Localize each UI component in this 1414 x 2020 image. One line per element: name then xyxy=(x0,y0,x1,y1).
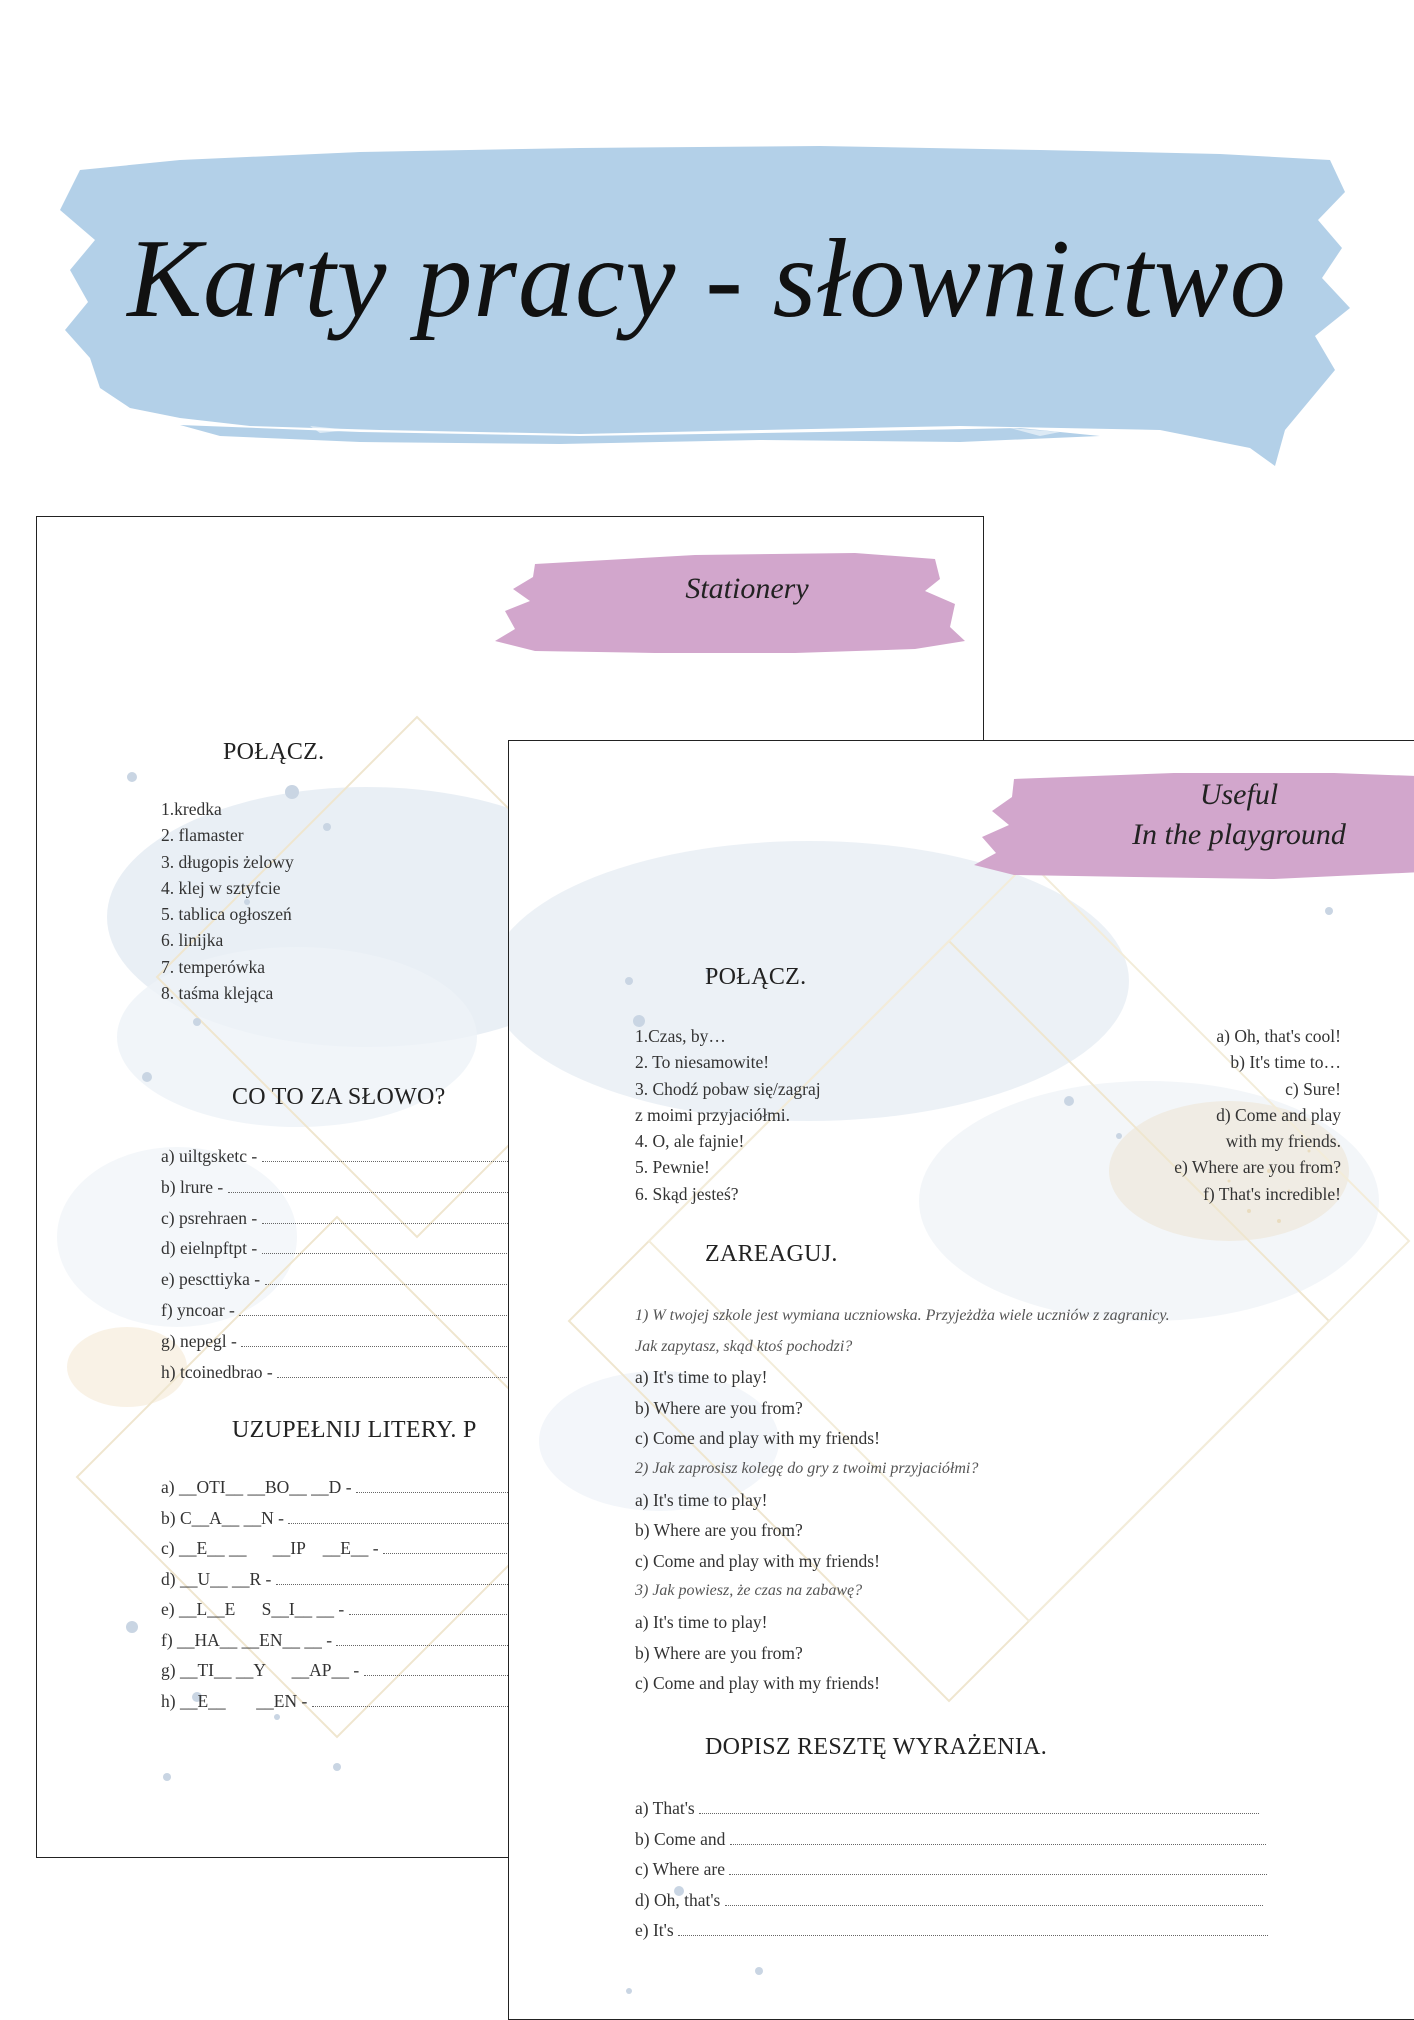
answer-option: c) Come and play with my friends! xyxy=(635,1428,880,1449)
list-item: f) yncoar - xyxy=(161,1295,662,1326)
match-list xyxy=(161,796,294,1006)
list-item: 5. Pewnie! xyxy=(635,1157,710,1178)
useful-playground-worksheet xyxy=(508,740,1414,2020)
answer-option: a) It's time to play! xyxy=(635,1489,768,1510)
list-item: 7. temperówka xyxy=(161,956,265,977)
list-item: 1.kredka xyxy=(161,799,222,819)
list-item: 5. tablica ogłoszeń xyxy=(161,904,292,925)
list-item: d) Come and play xyxy=(1216,1104,1341,1125)
match-heading: POŁĄCZ. xyxy=(223,739,325,765)
list-item: 2. To niesamowite! xyxy=(635,1052,770,1073)
list-item: 1.Czas, by… xyxy=(635,1026,726,1046)
list-item: c) __E__ __ __IP __E__ - xyxy=(161,1533,683,1564)
list-item: c) psrehraen - xyxy=(161,1203,662,1234)
list-item: 6. linijka xyxy=(161,930,224,951)
list-item: d) eielnpftpt - xyxy=(161,1233,662,1264)
list-item: b) Come and xyxy=(635,1824,1268,1855)
list-item: a) uiltgsketc - xyxy=(161,1141,662,1172)
list-item: 8. taśma klejąca xyxy=(161,983,274,1004)
react-list xyxy=(635,1301,1170,1699)
list-item: 6. Skąd jesteś? xyxy=(635,1183,739,1204)
list-item: g) nepegl - xyxy=(161,1326,662,1357)
list-item: c) Sure! xyxy=(1285,1078,1341,1099)
match-left-list xyxy=(635,1023,821,1207)
answer-option: a) It's time to play! xyxy=(635,1367,768,1388)
question-line: 1) W twojej szkole jest wymiana uczniowska. Przyjeżdża wiele uczniów z zagranicy. xyxy=(635,1307,1170,1324)
list-item: 4. klej w sztyfcie xyxy=(161,877,281,898)
react-heading: ZAREAGUJ. xyxy=(705,1241,838,1267)
list-item: 3. długopis żelowy xyxy=(161,851,294,872)
question-line: Jak zapytasz, skąd ktoś pochodzi? xyxy=(635,1337,853,1355)
answer-option: a) It's time to play! xyxy=(635,1611,768,1632)
list-item: d) __U__ __R - xyxy=(161,1564,683,1595)
complete-list xyxy=(635,1793,1268,1946)
list-item: g) __TI__ __Y __AP__ - xyxy=(161,1655,683,1686)
list-item: 4. O, ale fajnie! xyxy=(635,1131,745,1152)
answer-option: b) Where are you from? xyxy=(635,1397,803,1418)
useful-tag-line2: In the playground xyxy=(1132,818,1346,851)
answer-option: b) Where are you from? xyxy=(635,1642,803,1663)
list-item: 3. Chodź pobaw się/zagraj xyxy=(635,1078,821,1099)
list-item: b) C__A__ __N - xyxy=(161,1503,683,1534)
word-heading: CO TO ZA SŁOWO? xyxy=(232,1084,446,1110)
list-item: e) Where are you from? xyxy=(1174,1157,1341,1178)
question-line: 2) Jak zaprosisz kolegę do gry z twoimi przyjaciółmi? xyxy=(635,1459,979,1477)
list-item: h) __E__ __EN - xyxy=(161,1686,683,1717)
complete-heading: DOPISZ RESZTĘ WYRAŻENIA. xyxy=(705,1734,1048,1760)
useful-tag-line1: Useful xyxy=(1199,778,1279,811)
page-title: Karty pracy - słownictwo xyxy=(127,217,1287,341)
answer-option: c) Come and play with my friends! xyxy=(635,1673,880,1694)
answer-option: b) Where are you from? xyxy=(635,1520,803,1541)
match-right-list xyxy=(1009,1023,1341,1207)
list-item: e) It's xyxy=(635,1915,1268,1946)
list-item: b) lrure - xyxy=(161,1172,662,1203)
list-item: d) Oh, that's xyxy=(635,1885,1268,1916)
list-item: z moimi przyjaciółmi. xyxy=(635,1104,791,1125)
list-item: a) __OTI__ __BO__ __D - xyxy=(161,1472,683,1503)
list-item: h) tcoinedbrao - xyxy=(161,1357,662,1388)
question-line: 3) Jak powiesz, że czas na zabawę? xyxy=(635,1582,863,1600)
list-item: with my friends. xyxy=(1225,1131,1341,1152)
answer-option: c) Come and play with my friends! xyxy=(635,1550,880,1571)
stationery-tag: Stationery xyxy=(685,572,809,605)
list-item: 2. flamaster xyxy=(161,825,244,846)
list-item: b) It's time to… xyxy=(1230,1052,1341,1073)
useful-tag xyxy=(1039,775,1414,855)
list-item: f) That's incredible! xyxy=(1203,1183,1341,1204)
list-item: f) __HA__ __EN__ __ - xyxy=(161,1625,683,1656)
letters-heading: UZUPEŁNIJ LITERY. P xyxy=(232,1417,477,1443)
list-item: a) Oh, that's cool! xyxy=(1216,1026,1341,1046)
list-item: e) __L__E S__I__ __ - xyxy=(161,1594,683,1625)
match-heading: POŁĄCZ. xyxy=(705,964,807,990)
list-item: a) That's xyxy=(635,1793,1268,1824)
list-item: e) pescttiyka - xyxy=(161,1264,662,1295)
list-item: c) Where are xyxy=(635,1854,1268,1885)
